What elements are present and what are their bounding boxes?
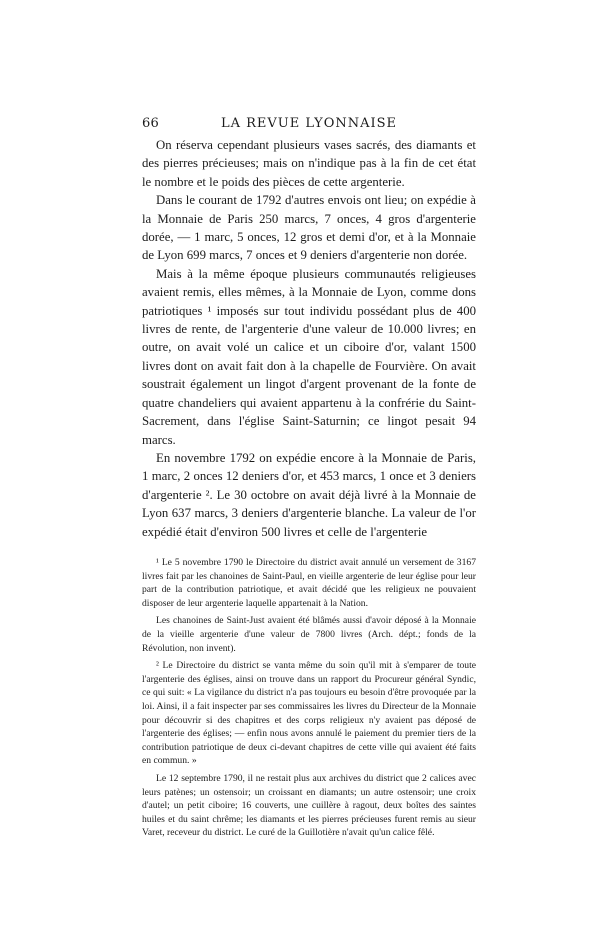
running-title: LA REVUE LYONNAISE — [220, 116, 398, 131]
paragraph: Dans le courant de 1792 d'autres envois ont lieu; on expédie à la Monnaie de Paris 250 marcs, 7 onces, 4 gros d'argenterie dorée, — 1 marc, 5 onces, 12 gros et demi d'or, et à la Monnaie de Lyon 699 marcs, 7 onces et 9 deniers d'argenterie non dorée. — [142, 193, 476, 263]
footnote: ¹ Le 5 novembre 1790 le Directoire du district avait annulé un versement de 3167 livres fait par les chanoines de Saint-Paul, en vieille argenterie de leur église pour leur part de la contribution patriotique, et avait décidé que les religieux ne pouvaient disposer de leur argenterie laquelle appartenait à la Nation. — [142, 557, 476, 609]
paragraph: En novembre 1792 on expédie encore à la Monnaie de Paris, 1 marc, 2 onces 12 deniers d'or, et 453 marcs, 1 once et 3 deniers d'argenterie ². Le 30 octobre on avait déjà livré à la Monnaie de Lyon 637 marcs, 3 deniers d'argenterie blanche. La valeur de l'or expédié était d'environ 500 livres et celle de l'argenterie — [142, 450, 476, 539]
main-text — [142, 136, 476, 541]
page-header — [142, 116, 476, 134]
paragraph: On réserva cependant plusieurs vases sacrés, des diamants et des pierres précieuses; mais on n'indique pas à la fin de cet état le nombre et le poids des pièces de cette argenterie. — [142, 138, 476, 189]
page-number: 66 — [142, 116, 159, 131]
footnote: Les chanoines de Saint-Just avaient été blâmés aussi d'avoir déposé à la Monnaie de la vieille argenterie d'une valeur de 7800 livres (Arch. dépt.; fonds de la Révolution, non invent). — [142, 615, 476, 654]
footnote: ² Le Directoire du district se vanta même du soin qu'il mit à s'emparer de toute l'argenterie des églises, ainsi on trouve dans un rapport du Procureur général Syndic, ce qui suit: « La vigilance du district n'a pas toujours eu besoin d'être provoquée par la loi. Ainsi, il a fait inspecter par ses commissaires les livres du Directeur de la Monnaie pour découvrir si des chapitres et des corps religieux n'y avaient pas déposé de l'argenterie des églises; — enfin nous avons annulé le paiement du premier tiers de la contribution patriotique de deux ci-devant chapitres de cette ville qui avaient été faits en commun. » — [142, 660, 476, 767]
footnotes — [142, 556, 476, 840]
footnote: Le 12 septembre 1790, il ne restait plus aux archives du district que 2 calices avec leurs patènes; un ostensoir; un croissant en diamants; un autre ostensoir; une croix d'autel; un petit ciboire; 16 couverts, une cuillère à ragout, deux boîtes des saintes huiles et du saint chrême; les diamants et les pierres précieuses furent remis au sieur Varet, receveur du district. Le curé de la Guillotière n'avait qu'un calice fêlé. — [142, 772, 476, 839]
paragraph: Mais à la même époque plusieurs communautés religieuses avaient remis, elles mêmes, à la Monnaie de Lyon, comme dons patriotiques ¹ imposés sur tout individu possédant plus de 400 livres de rente, de l'argenterie d'une valeur de 10.000 livres; en outre, on avait volé un calice et un ciboire d'or, valant 1500 livres dont on avait fait don à la chapelle de Fourvière. On avait soustrait également un lingot d'argent provenant de la fonte de quatre chandeliers qui avaient appartenu à la confrérie du Saint-Sacrement, dans l'église Saint-Saturnin; ce lingot pesait 94 marcs. — [142, 266, 476, 447]
